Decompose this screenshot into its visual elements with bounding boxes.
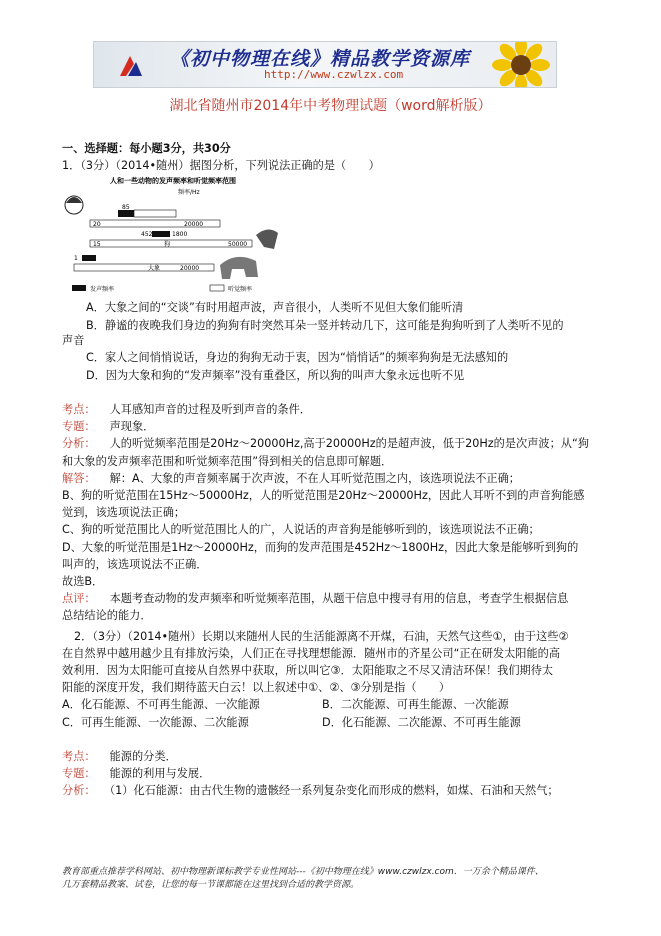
- section-heading: 一、选择题：每小题3分，共30分: [62, 142, 231, 155]
- figure-caption: 人和一些动物的发声频率和听觉频率范围: [110, 177, 236, 185]
- q1-option-b: B．静谧的夜晚我们身边的狗狗有时突然耳朵一竖并转动几下，这可能是狗狗听到了人类听不见的: [86, 319, 564, 332]
- analysis-line: [62, 454, 392, 469]
- analysis-key: 考点：: [62, 750, 96, 763]
- analysis-line: [62, 766, 210, 781]
- analysis-line: [62, 557, 207, 572]
- analysis-key: 解答：: [62, 471, 96, 485]
- analysis-line: [62, 608, 152, 623]
- banner-title: 《初中物理在线》精品教学资源库: [170, 48, 471, 70]
- q2-line: 在自然界中越用越少且有排放污染，人们正在寻找理想能源．随州市的齐星公司“正在研发太阳能的高: [62, 647, 561, 660]
- analysis-line: [62, 522, 540, 537]
- svg-text:听觉频率: 听觉频率: [228, 286, 253, 293]
- analysis-text: 解：A、大象的声音频率属于次声波，不在人耳听觉范围之内，该选项说法不正确；: [109, 471, 520, 485]
- svg-text:1100: 1100: [154, 211, 171, 218]
- svg-text:50000: 50000: [228, 241, 248, 248]
- analysis-text: 和大象的发声频率范围和听觉频率范围”得到相关的信息即可解题．: [62, 454, 393, 468]
- analysis-text: （1）化石能源：由古代生物的遗骸经一系列复杂变化而形成的燃料，如煤、石油和天然气；: [109, 784, 559, 797]
- analysis-key: 分析：: [62, 784, 96, 797]
- svg-text:20: 20: [93, 221, 101, 228]
- svg-text:狗: 狗: [164, 241, 171, 248]
- analysis-text: B、狗的听觉范围在15Hz～50000Hz，人的听觉范围是20Hz～20000Hz，因此人耳听不到的声音狗能感: [62, 489, 585, 502]
- svg-text:15: 15: [93, 241, 101, 248]
- svg-text:452: 452: [141, 231, 153, 238]
- analysis-text: 能源的利用与发展．: [109, 767, 211, 780]
- analysis-text: 人耳感知声音的过程及听到声音的条件．: [109, 403, 311, 416]
- banner-url[interactable]: http://www.czwlzx.com: [264, 68, 404, 81]
- analysis-text: C、狗的听觉范围比人的听觉范围比人的广，人说话的声音狗是能够听到的，该选项说法不正确；: [62, 523, 540, 537]
- analysis-text: 能源的分类．: [109, 750, 177, 763]
- analysis-line: [62, 540, 578, 555]
- analysis-line: [62, 488, 584, 503]
- analysis-line: [62, 591, 568, 606]
- analysis-line: [62, 505, 185, 520]
- analysis-line: [62, 783, 559, 798]
- analysis-key: 考点：: [62, 403, 96, 416]
- site-banner: [93, 41, 557, 88]
- figure-unit: 频率/Hz: [178, 189, 200, 196]
- analysis-text: 本题考查动物的发声频率和听觉频率范围，从题干信息中搜寻有用的信息，考查学生根据信息: [109, 592, 569, 606]
- q1-option-b-cont: 声音: [62, 334, 85, 347]
- analysis-key: 点评：: [62, 592, 96, 606]
- svg-text:1: 1: [74, 255, 78, 262]
- analysis-text: 声现象．: [109, 420, 155, 434]
- analysis-line: [62, 749, 177, 764]
- analysis-text: 人的听觉频率范围是20Hz～20000Hz,高于20000Hz的是超声波，低于20Hz的是次声波；从“狗: [109, 437, 589, 451]
- q2-option-d: D．化石能源、二次能源、不可再生能源: [322, 716, 521, 729]
- analysis-line: [62, 419, 154, 434]
- analysis-text: 总结结论的能力．: [62, 609, 152, 623]
- analysis-text: D、大象的听觉范围是1Hz～20000Hz，而狗的发声范围是452Hz～1800Hz，因此大象是能够听到狗的: [62, 540, 579, 554]
- q2-option-b: B．二次能源、可再生能源、一次能源: [322, 698, 509, 711]
- q2-line: 阳能的深度开发，我们期待蓝天白云！以上叙述中①、②、③分别是指（ ）: [62, 681, 451, 694]
- analysis-line: [62, 402, 311, 417]
- analysis-line: [62, 436, 589, 451]
- analysis-text: 故选B．: [62, 575, 104, 588]
- q1-option-c: C．家人之间悄悄说话，身边的狗狗无动于衷，因为“悄悄话”的频率狗狗是无法感知的: [86, 351, 509, 364]
- site-logo-icon: [116, 52, 144, 80]
- svg-text:大象: 大象: [148, 265, 161, 272]
- analysis-key: 专题：: [62, 767, 96, 780]
- q1-stem: 1．（3分）（2014•随州）据图分析，下列说法正确的是（ ）: [62, 159, 380, 172]
- analysis-line: [62, 574, 103, 589]
- page-title: 湖北省随州市2014年中考物理试题（word解析版）: [169, 98, 492, 114]
- q1-option-a: A．大象之间的“交谈”有时用超声波，声音很小，人类听不见但大象们能听清: [86, 301, 464, 314]
- svg-text:20000: 20000: [180, 265, 200, 272]
- frequency-figure: [60, 173, 290, 297]
- svg-text:1800: 1800: [172, 231, 188, 238]
- footer-line: 教育部重点推荐学科网站、初中物理新课标教学专业性网站---《初中物理在线》www.czwlzx.com．一万余个精品课件、: [62, 867, 544, 877]
- svg-text:20000: 20000: [184, 221, 204, 228]
- analysis-text: 觉到，该选项说法正确；: [62, 506, 186, 520]
- analysis-key: 专题：: [62, 420, 96, 434]
- footer-line: 几万套精品教案、试卷，让您的每一节课都能在这里找到合适的教学资源。: [62, 880, 360, 890]
- page-footer: [62, 866, 544, 892]
- q2-line: 2．（3分）（2014•随州）长期以来随州人民的生活能源离不开煤，石油，天然气这些①，由于这些②: [74, 630, 569, 643]
- analysis-key: 分析：: [62, 437, 96, 451]
- q2-option-a: A．化石能源、不可再生能源、一次能源: [62, 698, 260, 711]
- sunflower-icon: [492, 41, 550, 88]
- analysis-text: 叫声的，该选项说法不正确．: [62, 557, 208, 571]
- svg-text:发声频率: 发声频率: [90, 286, 115, 293]
- q2-option-c: C．可再生能源、一次能源、二次能源: [62, 716, 249, 729]
- q1-option-d: D．因为大象和狗的“发声频率”没有重叠区，所以狗的叫声大象永远也听不见: [86, 369, 465, 382]
- q2-line: 效利用．因为太阳能可直接从自然界中获取，所以叫它③．太阳能取之不尽又清洁环保！我们期待太: [62, 664, 554, 677]
- analysis-line: [62, 471, 520, 486]
- svg-text:85: 85: [122, 204, 130, 211]
